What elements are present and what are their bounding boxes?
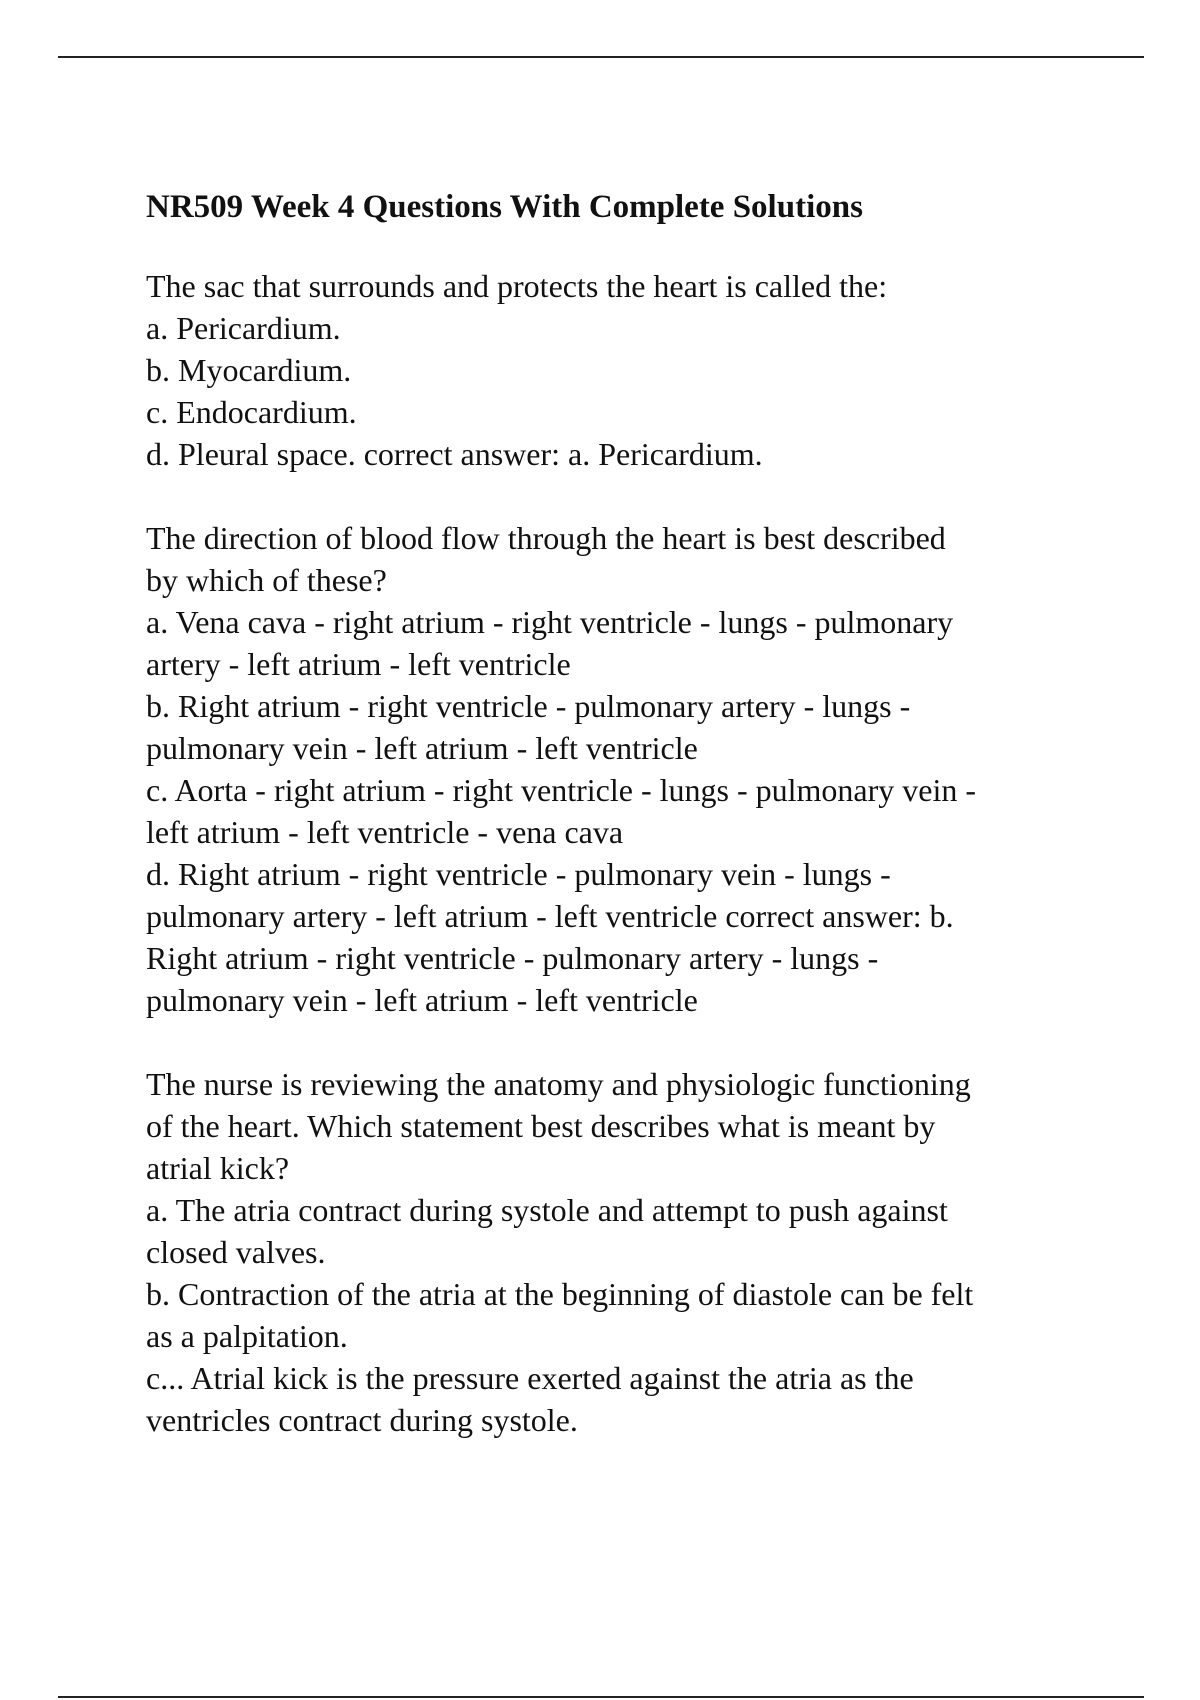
question-3-option-a: a. The atria contract during systole and attempt to push against [146, 1192, 948, 1228]
question-3-line: of the heart. Which statement best describes what is meant by [146, 1108, 936, 1144]
question-2-option-d: d. Right atrium - right ventricle - pulmonary vein - lungs - [146, 856, 891, 892]
question-2-line: The direction of blood flow through the heart is best described [146, 520, 946, 556]
question-1-option-b: b. Myocardium. [146, 352, 352, 388]
top-rule [58, 56, 1144, 58]
question-2-option-b: b. Right atrium - right ventricle - pulmonary artery - lungs - [146, 688, 911, 724]
question-2-option-b-cont: pulmonary vein - left atrium - left ventricle [146, 730, 698, 766]
question-1-option-c: c. Endocardium. [146, 394, 357, 430]
question-2-answer-cont: pulmonary vein - left atrium - left ventricle [146, 982, 698, 1018]
question-2-option-d-answer: pulmonary artery - left atrium - left ventricle correct answer: b. [146, 898, 954, 934]
question-1-line: The sac that surrounds and protects the heart is called the: [146, 268, 888, 304]
question-1-option-a: a. Pericardium. [146, 310, 341, 346]
question-1 [146, 265, 1096, 475]
question-3 [146, 1063, 1096, 1441]
question-3-option-c: c... Atrial kick is the pressure exerted against the atria as the [146, 1360, 914, 1396]
question-3-line: The nurse is reviewing the anatomy and physiologic functioning [146, 1066, 971, 1102]
question-1-option-d-answer: d. Pleural space. correct answer: a. Pericardium. [146, 436, 763, 472]
question-3-option-b-cont: as a palpitation. [146, 1318, 348, 1354]
question-3-line: atrial kick? [146, 1150, 290, 1186]
question-2-option-a: a. Vena cava - right atrium - right ventricle - lungs - pulmonary [146, 604, 954, 640]
question-2-answer-cont: Right atrium - right ventricle - pulmonary artery - lungs - [146, 940, 879, 976]
document-title: NR509 Week 4 Questions With Complete Solutions [146, 189, 863, 225]
question-3-option-a-cont: closed valves. [146, 1234, 326, 1270]
bottom-rule [58, 1696, 1144, 1698]
question-2-option-c-cont: left atrium - left ventricle - vena cava [146, 814, 624, 850]
question-2 [146, 517, 1096, 1021]
document-body [146, 186, 1096, 1483]
question-2-option-a-cont: artery - left atrium - left ventricle [146, 646, 571, 682]
question-3-option-b: b. Contraction of the atria at the beginning of diastole can be felt [146, 1276, 974, 1312]
question-2-line: by which of these? [146, 562, 387, 598]
question-2-option-c: c. Aorta - right atrium - right ventricle - lungs - pulmonary vein - [146, 772, 976, 808]
question-3-option-c-cont: ventricles contract during systole. [146, 1402, 578, 1438]
